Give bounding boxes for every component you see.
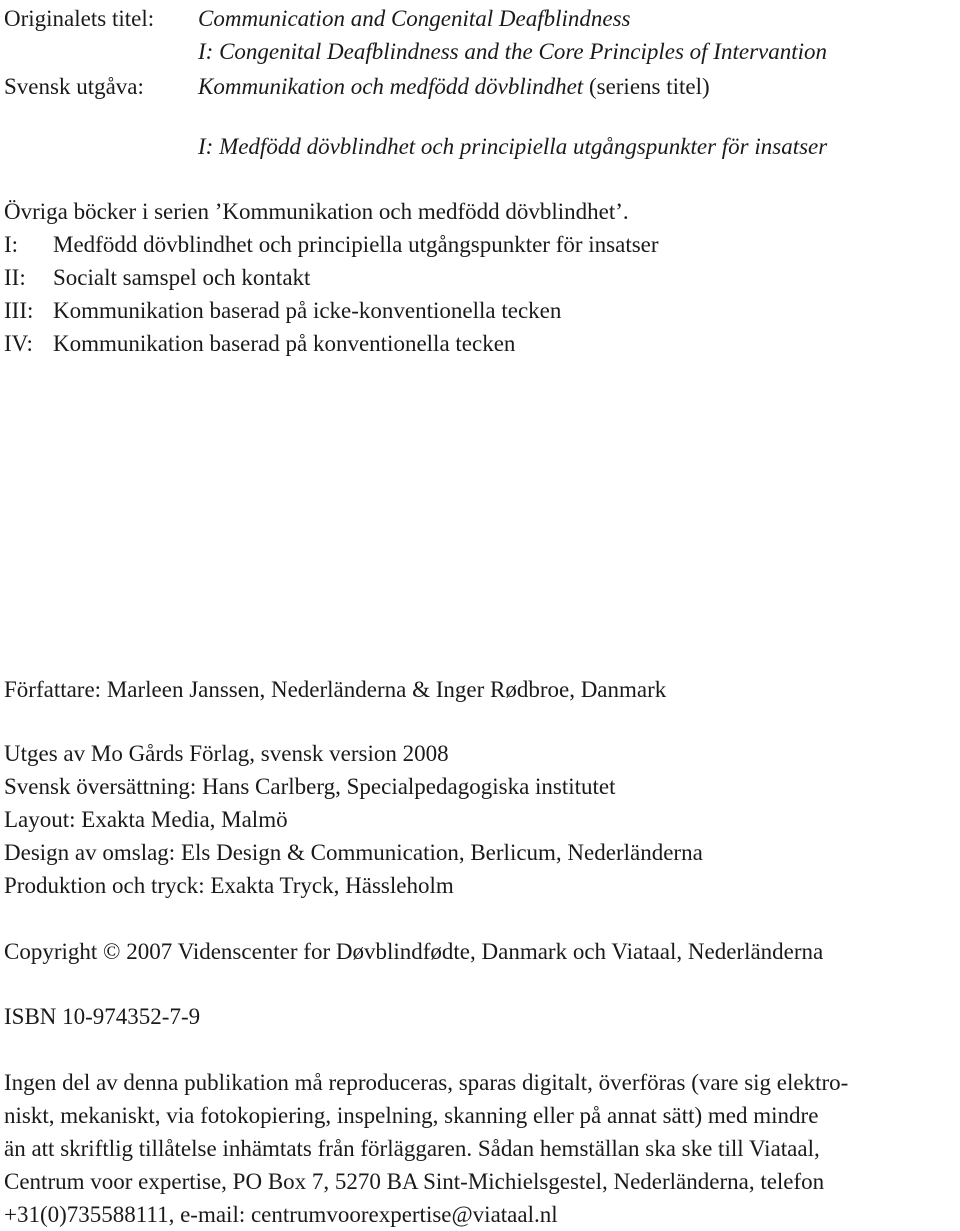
rights-line: +31(0)735588111, e-mail: centrumvoorexpertise@viataal.nl bbox=[4, 1202, 558, 1227]
original-title-line1: Communication and Congenital Deafblindness bbox=[198, 6, 631, 31]
rights-line: än att skriftlig tillåtelse inhämtats från förläggaren. Sådan hemställan ska ske till Viataal, bbox=[4, 1136, 820, 1161]
original-title-label: Originalets titel: bbox=[4, 6, 155, 31]
credit-line: Svensk översättning: Hans Carlberg, Specialpedagogiska institutet bbox=[4, 774, 616, 799]
series-title-suffix: (seriens titel) bbox=[588, 74, 710, 99]
swedish-edition-line2: I: Medfödd dövblindhet och principiella utgångspunkter för insatser bbox=[198, 134, 828, 159]
credit-line: Produktion och tryck: Exakta Tryck, Hässleholm bbox=[4, 873, 454, 898]
authors-line: Författare: Marleen Janssen, Nederländerna & Inger Rødbroe, Danmark bbox=[4, 677, 667, 702]
credit-line: Utges av Mo Gårds Förlag, svensk version 2008 bbox=[4, 741, 449, 766]
original-title-line2: I: Congenital Deafblindness and the Core Principles of Intervantion bbox=[198, 39, 828, 64]
copyright-line: Copyright © 2007 Videnscenter for Døvblindfødte, Danmark och Viataal, Nederländerna bbox=[4, 939, 824, 964]
rights-line: niskt, mekaniskt, via fotokopiering, inspelning, skanning eller på annat sätt) med mindre bbox=[4, 1103, 819, 1128]
series-item-title: Medfödd dövblindhet och principiella utgångspunkter för insatser bbox=[53, 232, 659, 257]
credit-line: Design av omslag: Els Design & Communication, Berlicum, Nederländerna bbox=[4, 840, 703, 865]
rights-line: Ingen del av denna publikation må reproduceras, sparas digitalt, överföras (vare sig elektro- bbox=[4, 1070, 849, 1095]
series-item-number: IV: bbox=[4, 331, 33, 356]
series-item-number: I: bbox=[4, 232, 19, 257]
series-item-title: Kommunikation baserad på konventionella tecken bbox=[53, 331, 516, 356]
rights-line: Centrum voor expertise, PO Box 7, 5270 BA Sint-Michielsgestel, Nederländerna, telefon bbox=[4, 1169, 825, 1194]
swedish-edition-label: Svensk utgåva: bbox=[4, 74, 144, 99]
series-item-title: Kommunikation baserad på icke-konventionella tecken bbox=[53, 298, 562, 323]
series-intro: Övriga böcker i serien ’Kommunikation och medfödd dövblindhet’. bbox=[4, 199, 629, 224]
series-item-title: Socialt samspel och kontakt bbox=[53, 265, 311, 290]
credit-line: Layout: Exakta Media, Malmö bbox=[4, 807, 288, 832]
series-item-number: II: bbox=[4, 265, 26, 290]
isbn-line: ISBN 10-974352-7-9 bbox=[4, 1004, 201, 1029]
series-title-italic: Kommunikation och medfödd dövblindhet bbox=[198, 74, 584, 99]
series-item-number: III: bbox=[4, 298, 34, 323]
swedish-edition-line1 bbox=[198, 70, 710, 103]
